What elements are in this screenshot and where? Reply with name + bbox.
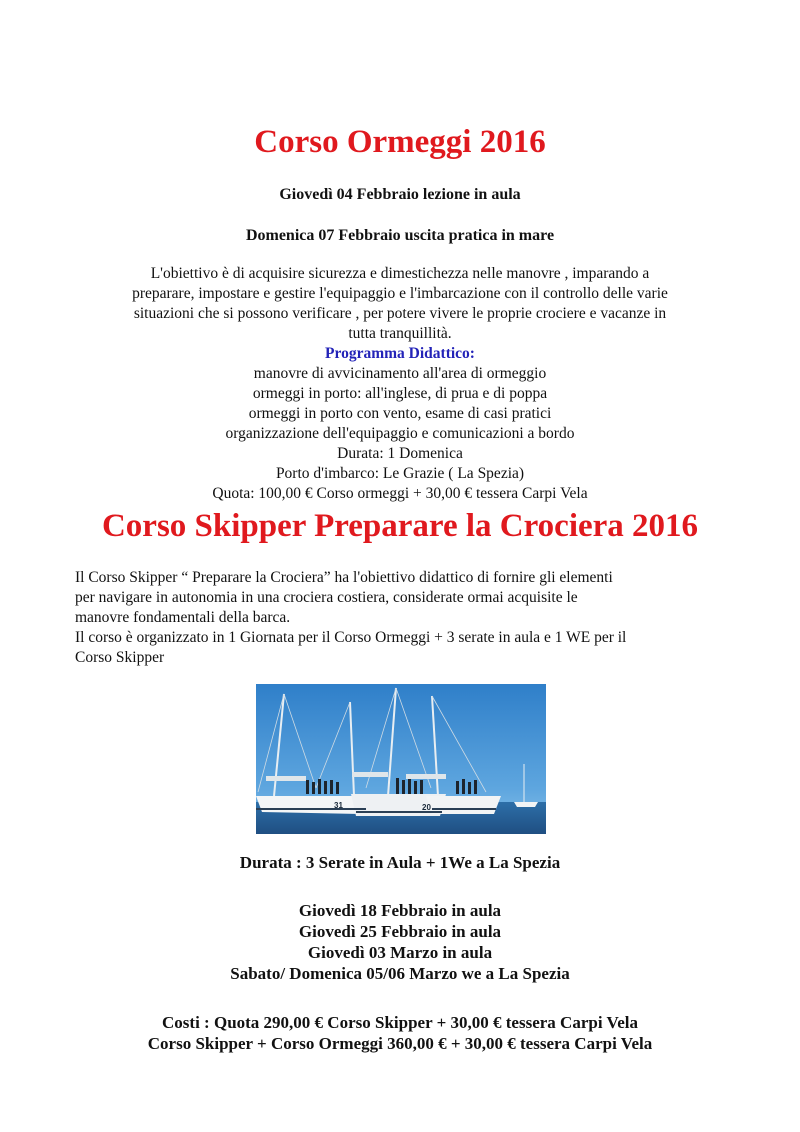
skipper-costs [0,1012,800,1054]
date-line: Giovedì 03 Marzo in aula [307,943,493,962]
description-line: situazioni che si possono verificare , per potere vivere le proprie crociere e vacanze in [133,305,667,322]
program-port: Porto d'imbarco: Le Grazie ( La Spezia) [275,465,525,482]
date-line: Sabato/ Domenica 05/06 Marzo we a La Spezia [230,964,570,983]
program-title: Programma Didattico: [325,345,475,362]
cost-line: Costi : Quota 290,00 € Corso Skipper + 30,00 € tessera Carpi Vela [162,1013,638,1032]
program-item: organizzazione dell'equipaggio e comunicazioni a bordo [225,425,575,442]
program-block [60,344,740,504]
skipper-duration: Durata : 3 Serate in Aula + 1We a La Spezia [239,853,561,872]
ormeggi-description [60,264,740,344]
description-line: L'obiettivo è di acquisire sicurezza e dimestichezza nelle manovre , imparando a [150,265,650,282]
program-duration: Durata: 1 Domenica [337,445,463,462]
boat-number-20: 20 [422,803,431,812]
intro-line: Corso Skipper [75,649,165,666]
intro-line: Il corso è organizzato in 1 Giornata per il Corso Ormeggi + 3 serate in aula e 1 WE per il [75,629,627,646]
ormeggi-lesson-date: Giovedì 04 Febbraio lezione in aula [279,186,521,203]
intro-line: per navigare in autonomia in una crociera costiera, considerate ormai acquisite le [75,589,578,606]
intro-line: Il Corso Skipper “ Preparare la Crociera” ha l'obiettivo didattico di fornire gli elementi [75,569,613,586]
program-item: ormeggi in porto con vento, esame di casi pratici [248,405,552,422]
sailboats-photo [256,684,546,834]
skipper-dates [0,900,800,984]
date-line: Giovedì 18 Febbraio in aula [298,901,502,920]
course-ormeggi-title: Corso Ormeggi 2016 [254,124,546,160]
ormeggi-practice-date: Domenica 07 Febbraio uscita pratica in mare [245,227,555,244]
skipper-intro [75,568,725,668]
boat-number-31: 31 [334,801,343,810]
description-line: preparare, impostare e gestire l'equipaggio e l'imbarcazione con il controllo delle varie [132,285,668,302]
date-line: Giovedì 25 Febbraio in aula [298,922,502,941]
program-item: ormeggi in porto: all'inglese, di prua e di poppa [252,385,548,402]
intro-line: manovre fondamentali della barca. [75,609,291,626]
course-skipper-title: Corso Skipper Preparare la Crociera 2016 [101,508,699,544]
cost-line: Corso Skipper + Corso Ormeggi 360,00 € + 30,00 € tessera Carpi Vela [147,1034,653,1053]
description-line: tutta tranquillità. [348,325,452,342]
program-item: manovre di avvicinamento all'area di ormeggio [253,365,547,382]
program-price: Quota: 100,00 € Corso ormeggi + 30,00 € tessera Carpi Vela [212,485,588,502]
